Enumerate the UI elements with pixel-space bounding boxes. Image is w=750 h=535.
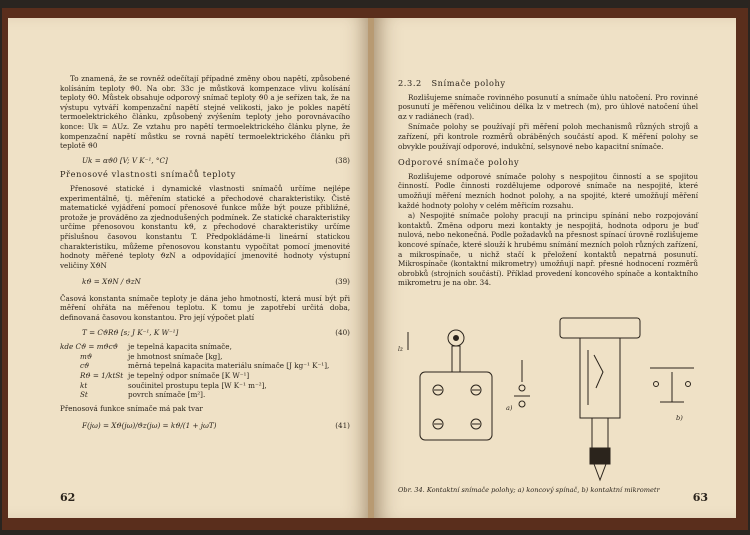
paragraph: a) Nespojité snímače polohy pracují na principu spínání nebo rozpojování kontaktů. Změna odporu mezi kontakty je nespojitá, hodnota odporu je buď nulová, nebo nekonečná. Podle požadavků na přesnost spínací úrovně rozlišujeme koncové spínače, které slouží k hrubému snímání mezních poloh různých zařízení, a mikrospínače, u nichž stačí k přeložení kontaktů nepatrná posunutí. Mikrospínače (kontaktní mikrometry) umožňují např. přesné hodnocení rozměrů obrobků (strojních součástí). Příklad provedení koncového spínače a kontaktního mikrometru je na obr. 34.: [398, 211, 698, 288]
equation-formula: F(jω) = Xϑ(jω)/ϑz(jω) = kϑ/(1 + jωT): [82, 421, 217, 431]
definition-symbol: cϑ: [80, 361, 90, 371]
equation-40: [60, 328, 350, 338]
paragraph: Rozlišujeme snímače rovinného posunutí a snímače úhlu natočení. Pro rovinné posunutí je měřenou veličinou délka lz v metrech (m), pro úhlové natočení úhel αz v radiánech (rad).: [398, 92, 698, 121]
equation-number: (40): [335, 327, 350, 337]
open-book: [2, 8, 748, 530]
definition-symbol: kt: [80, 380, 88, 390]
paragraph: Snímače polohy se používají při měření poloh mechanismů různých strojů a zařízení, při kontrole rozměrů obráběných součástí apod. K měření polohy se obvykle používají odporové, indukční, selsynové nebo kapacitní snímače.: [398, 122, 698, 151]
paragraph: Rozlišujeme odporové snímače polohy s nespojitou činností a se spojitou činností. Podle činnosti rozdělujeme odporové snímače na nespojité, které umožňují měření mezních hodnot polohy, a na spojité, které umožňují měření každé hodnoty polohy v celém měřicím rozsahu.: [398, 171, 698, 210]
section-heading: Přenosové vlastnosti snímačů teploty: [60, 169, 236, 180]
definition-text: je tepelný odpor snímače [K W⁻¹]: [128, 371, 250, 381]
page-number: 63: [692, 491, 708, 504]
section-heading: [398, 79, 698, 89]
equation-41: [60, 421, 350, 431]
definition-item: [60, 361, 350, 371]
equation-formula: T = CϑRϑ [s; J K⁻¹, K W⁻¹]: [82, 327, 179, 337]
figure-caption: Obr. 34. Kontaktní snímače polohy; a) koncový spínač, b) kontaktní mikrometr: [398, 486, 660, 494]
figure-label-a: a): [506, 404, 513, 412]
equation-39: [60, 277, 350, 287]
equation-number: (39): [335, 277, 350, 287]
definition-item: [60, 371, 350, 381]
definition-text: je hmotnost snímače [kg],: [128, 351, 223, 361]
limit-switch-drawing: [408, 330, 530, 440]
definition-list: [60, 342, 350, 400]
paragraph: Časová konstanta snímače teploty je dána jeho hmotností, která musí být při měření ohřáta na měřenou teplotu. K tomu je zapotřebí určitá doba, definovaná časovou konstantou. Pro její výpočet platí: [60, 293, 350, 323]
definition-text: je tepelná kapacita snímače,: [128, 342, 232, 352]
paragraph: Přenosová funkce snímače má pak tvar: [60, 403, 203, 413]
definition-symbol: Rϑ = 1/ktSt: [80, 371, 124, 381]
page-number: 62: [60, 491, 76, 504]
definition-symbol: St: [80, 390, 88, 400]
definition-text: povrch snímače [m²].: [128, 390, 206, 400]
equation-number: (38): [335, 155, 350, 165]
equation-number: (41): [335, 421, 350, 431]
definition-symbol: kde Cϑ = mϑcϑ: [60, 342, 118, 352]
equation-formula: Uk = αϑ0 [V; V K⁻¹, °C]: [82, 155, 168, 165]
definition-item: [60, 342, 350, 352]
intro-paragraph: To znamená, že se rovněž odečítají případné změny obou napětí, způsobené kolísáním teploty ϑ0. Na obr. 33c je můstková kompenzace vlivu kolísání teploty ϑ0. Můstek obsahuje odporový snímač teploty ϑ0 a je seřízen tak, že na výstupu vytváří kompenzační napětí stejné velikosti, jako je pokles napětí termoelektrického článku, způsobený zvýšením teploty jeho porovnávacího konce: Uk = ΔUz. Ze vztahu pro napětí termoelektrického článku plyne, že kompenzační napětí můstku se rovná napětí termoelektrického článku při teplotě ϑ0: [60, 74, 350, 151]
paragraph: Přenosové statické i dynamické vlastnosti snímačů určíme nejlépe experimentálně, tj. měřením statické a přechodové charakteristiky. Čistě matematické vyjádření pomocí přenosové funkce může být pouze přibližné, protože je prováděno za zjednodušených podmínek. Ze statické charakteristiky určíme přenosovou konstantu kϑ, z přechodové charakteristiky určíme příslušnou časovou konstantu T. Předpokládáme-li lineární statickou charakteristiku, můžeme přenosovou konstantu vypočítat pomocí jmenovité hodnoty měřené teploty ϑzN a odpovídající jmenovité hodnoty výstupní veličiny XϑN: [60, 183, 350, 270]
equation-formula: kϑ = XϑN / ϑzN: [82, 277, 141, 287]
definition-item: [60, 390, 350, 400]
definition-text: součinitel prostupu tepla [W K⁻¹ m⁻²],: [128, 380, 267, 390]
right-page: [374, 18, 736, 518]
section-number: 2.3.2: [398, 78, 422, 88]
equation-38: [60, 156, 350, 166]
section-title: Snímače polohy: [431, 78, 506, 88]
figure-label-b: b): [676, 414, 683, 422]
figure-dimension-label: lz: [398, 346, 404, 353]
figure-34: [398, 310, 708, 482]
definition-text: měrná tepelná kapacita materiálu snímače [J kg⁻¹ K⁻¹],: [128, 361, 330, 371]
definition-symbol: mϑ: [80, 351, 92, 361]
left-page: [8, 18, 370, 518]
definition-item: [60, 381, 350, 391]
subsection-heading: Odporové snímače polohy: [398, 157, 520, 168]
definition-item: [60, 352, 350, 362]
micrometer-drawing: [560, 318, 694, 480]
